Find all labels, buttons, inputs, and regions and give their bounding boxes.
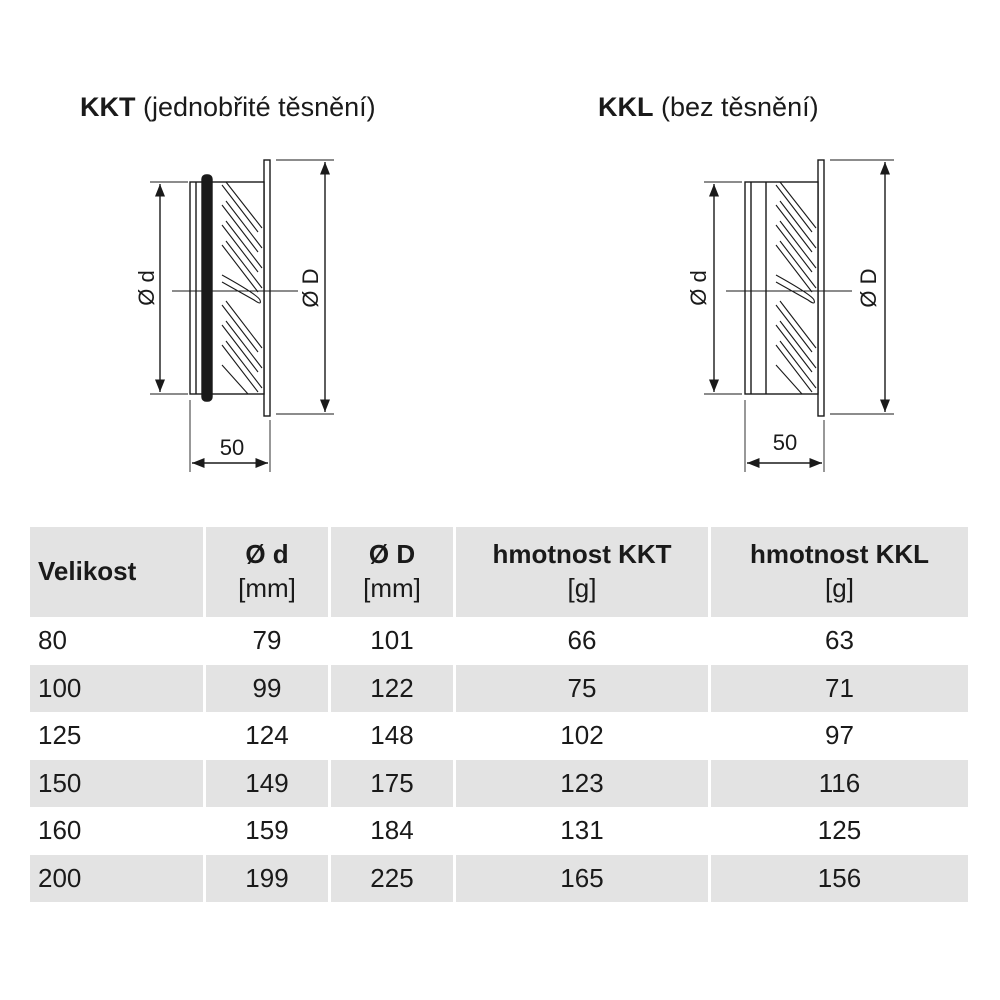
kkt-D-label: Ø D xyxy=(298,268,323,308)
header-weight-kkl xyxy=(711,527,968,617)
cell-weight-kkl: 156 xyxy=(711,855,968,903)
cell-outer-diameter: 148 xyxy=(331,712,456,760)
cell-weight-kkt: 66 xyxy=(456,617,711,665)
header-name: Ø D xyxy=(368,539,416,570)
table-row xyxy=(30,760,968,808)
kkt-d-label: Ø d xyxy=(134,270,159,306)
cell-weight-kkt: 123 xyxy=(456,760,711,808)
table-row xyxy=(30,665,968,713)
cell-weight-kkt: 75 xyxy=(456,665,711,713)
cell-outer-diameter: 175 xyxy=(331,760,456,808)
cell-weight-kkt: 131 xyxy=(456,807,711,855)
cell-velikost: 80 xyxy=(30,617,206,665)
cell-velikost: 125 xyxy=(30,712,206,760)
header-name: Ø d xyxy=(245,539,289,570)
header-weight-kkt xyxy=(456,527,711,617)
table-header-row xyxy=(30,527,968,617)
header-inner-diameter xyxy=(206,527,331,617)
cell-inner-diameter: 79 xyxy=(206,617,331,665)
title-kkl-code: KKL xyxy=(598,92,654,122)
table-row xyxy=(30,617,968,665)
kkt-drawing xyxy=(150,160,334,472)
header-unit: [mm] xyxy=(238,573,296,603)
table-row xyxy=(30,712,968,760)
cell-weight-kkt: 102 xyxy=(456,712,711,760)
kkt-width-label: 50 xyxy=(219,435,245,460)
title-kkt-description: (jednobřité těsnění) xyxy=(135,92,376,122)
header-outer-diameter xyxy=(331,527,456,617)
cell-velikost: 160 xyxy=(30,807,206,855)
cell-velikost: 100 xyxy=(30,665,206,713)
cell-inner-diameter: 124 xyxy=(206,712,331,760)
cell-velikost: 200 xyxy=(30,855,206,903)
table-row xyxy=(30,855,968,903)
cell-outer-diameter: 101 xyxy=(331,617,456,665)
cell-inner-diameter: 149 xyxy=(206,760,331,808)
cell-weight-kkl: 97 xyxy=(825,720,854,751)
kkl-d-label: Ø d xyxy=(686,270,711,306)
cell-weight-kkl: 116 xyxy=(711,760,968,808)
title-kkl-description: (bez těsnění) xyxy=(653,92,819,122)
cell-weight-kkl: 71 xyxy=(711,665,968,713)
kkl-drawing xyxy=(704,160,894,472)
header-unit: [mm] xyxy=(363,573,421,603)
cell-weight-kkt: 165 xyxy=(456,855,711,903)
cell-inner-diameter: 99 xyxy=(206,665,331,713)
title-kkt-code: KKT xyxy=(80,92,136,122)
cell-weight-kkl: 63 xyxy=(825,625,854,656)
cell-outer-diameter: 184 xyxy=(331,807,456,855)
header-velikost xyxy=(30,527,206,617)
cell-inner-diameter: 159 xyxy=(206,807,331,855)
kkt-seal xyxy=(202,175,212,401)
header-name: hmotnost KKT xyxy=(492,539,672,570)
cell-outer-diameter: 225 xyxy=(331,855,456,903)
dimensions-table xyxy=(30,527,968,902)
cell-inner-diameter: 199 xyxy=(206,855,331,903)
kkl-width-label: 50 xyxy=(772,430,798,455)
cell-velikost: 150 xyxy=(30,760,206,808)
table-row xyxy=(30,807,968,855)
header-unit: [g] xyxy=(567,573,597,603)
header-name: hmotnost KKL xyxy=(749,539,930,570)
header-name: Velikost xyxy=(38,556,137,587)
cell-weight-kkl: 125 xyxy=(817,815,862,846)
header-unit: [g] xyxy=(825,573,854,603)
cell-outer-diameter: 122 xyxy=(331,665,456,713)
kkl-D-label: Ø D xyxy=(856,268,881,308)
